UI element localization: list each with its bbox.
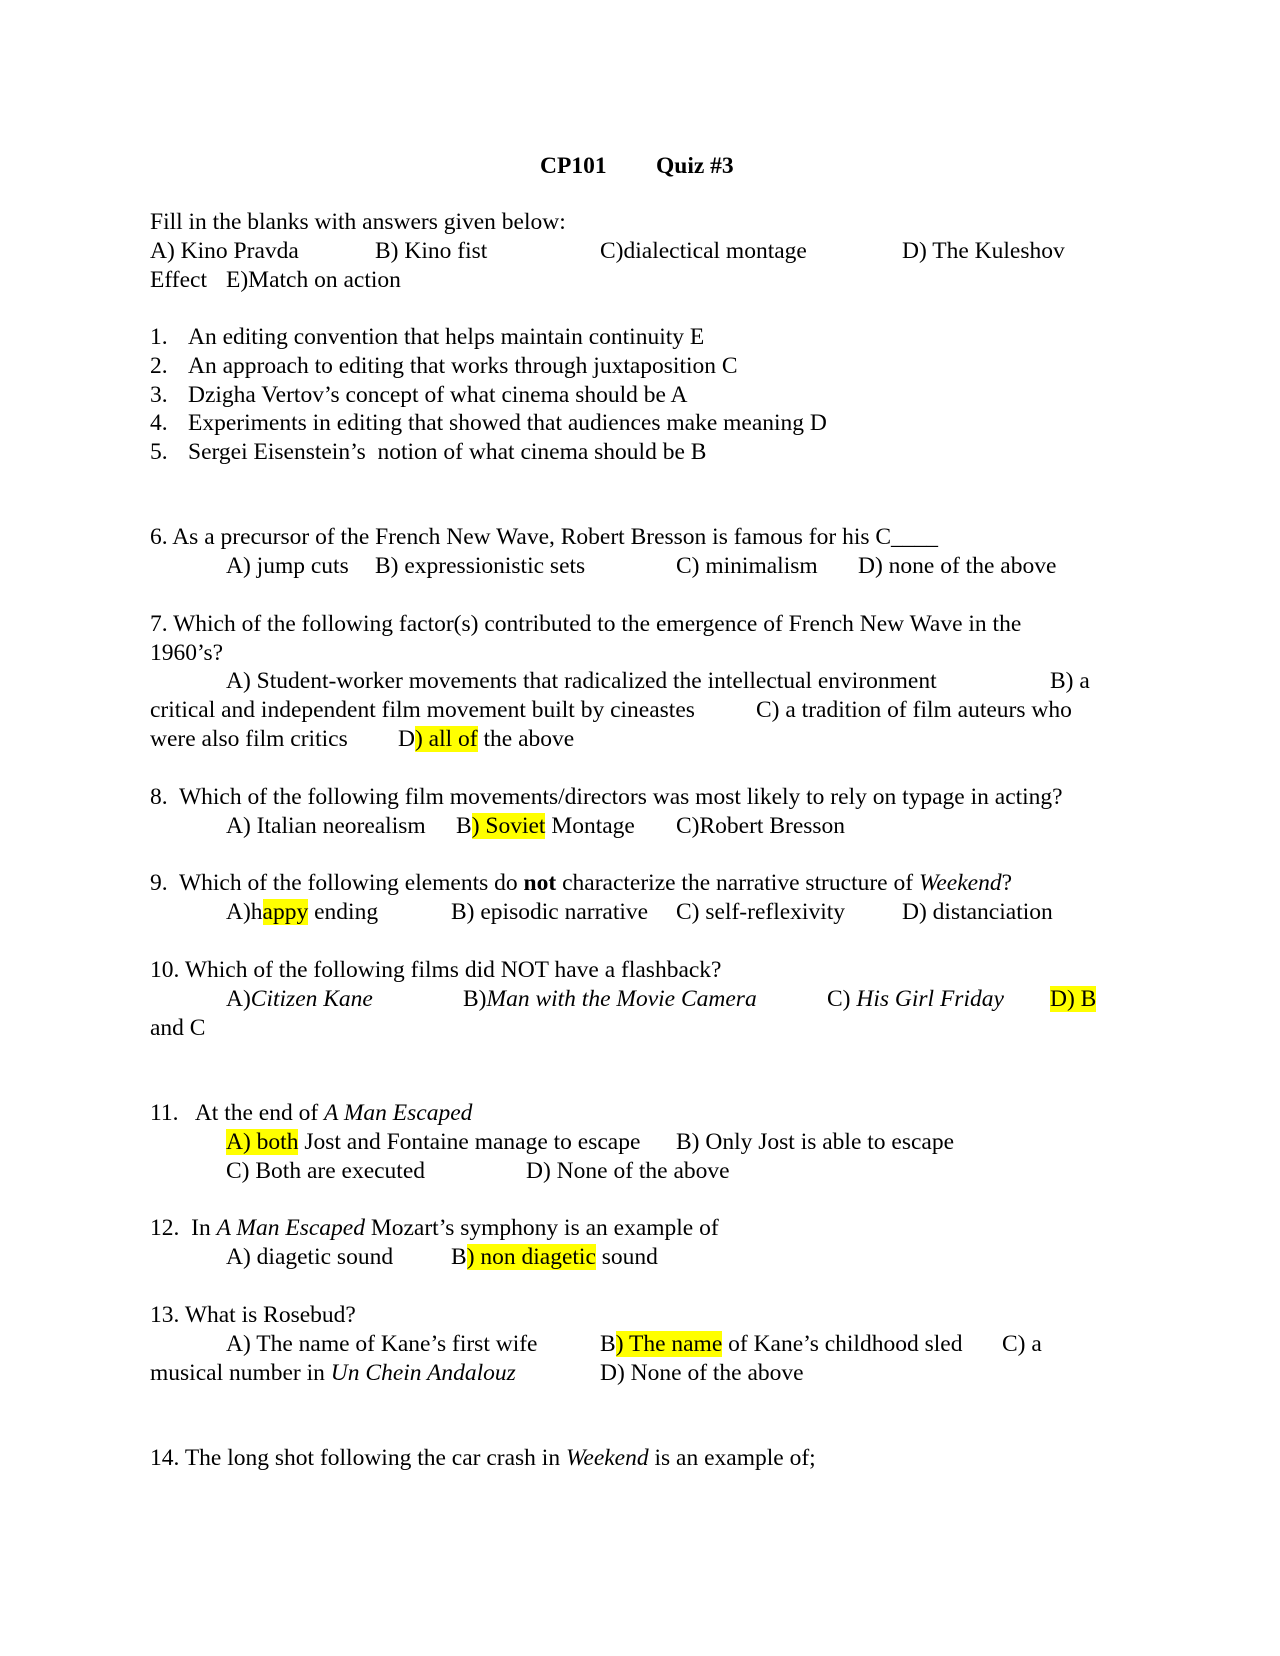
q6-option-b: B) expressionistic sets bbox=[375, 553, 586, 579]
q14-question: 14. The long shot following the car crash in Weekend is an example of; bbox=[150, 1445, 816, 1471]
course-code: CP101 bbox=[540, 153, 607, 179]
q13-question: 13. What is Rosebud? bbox=[150, 1302, 356, 1328]
q12-option-b: B) non diagetic sound bbox=[451, 1244, 658, 1270]
list-item-number: 1. bbox=[150, 324, 168, 350]
choice-e: E)Match on action bbox=[226, 267, 401, 293]
list-item: An editing convention that helps maintain continuity E bbox=[188, 324, 705, 350]
quiz-title: Quiz #3 bbox=[656, 153, 734, 179]
list-item: Sergei Eisenstein’s notion of what cinema should be B bbox=[188, 439, 707, 465]
q13-option-c: C) a bbox=[1002, 1331, 1042, 1357]
answer-highlight: ) non diagetic bbox=[466, 1244, 596, 1270]
answer-highlight: appy bbox=[262, 899, 309, 925]
q10-option-d-cont: and C bbox=[150, 1015, 206, 1041]
choice-b: B) Kino fist bbox=[375, 238, 488, 264]
q8-question: 8. Which of the following film movements/directors was most likely to rely on typage in acting? bbox=[150, 784, 1063, 810]
list-item-number: 4. bbox=[150, 410, 168, 436]
q10-question: 10. Which of the following films did NOT have a flashback? bbox=[150, 957, 722, 983]
q10-option-c: C) His Girl Friday bbox=[827, 986, 1004, 1012]
q9-option-a: A)happy ending bbox=[226, 899, 379, 925]
q10-option-a: A)Citizen Kane bbox=[226, 986, 373, 1012]
q7-option-b: B) a bbox=[1050, 668, 1090, 694]
choice-a: A) Kino Pravda bbox=[150, 238, 299, 264]
answer-highlight: D) B bbox=[1050, 986, 1097, 1012]
q7-question: 7. Which of the following factor(s) contributed to the emergence of French New Wave in the bbox=[150, 611, 1022, 637]
q11-option-a: A) both Jost and Fontaine manage to escape bbox=[226, 1129, 641, 1155]
list-item: Dzigha Vertov’s concept of what cinema should be A bbox=[188, 382, 688, 408]
list-item: An approach to editing that works through juxtaposition C bbox=[188, 353, 738, 379]
q12-option-a: A) diagetic sound bbox=[226, 1244, 394, 1270]
instructions: Fill in the blanks with answers given below: bbox=[150, 209, 566, 235]
q13-option-c-cont: musical number in Un Chein Andalouz bbox=[150, 1360, 516, 1386]
q13-option-b: B) The name of Kane’s childhood sled bbox=[600, 1331, 963, 1357]
q6-option-a: A) jump cuts bbox=[226, 553, 349, 579]
choice-c: C)dialectical montage bbox=[600, 238, 807, 264]
choice-d-cont: Effect bbox=[150, 267, 207, 293]
q7-option-c: C) a tradition of film auteurs who bbox=[756, 697, 1072, 723]
q11-option-c: C) Both are executed bbox=[226, 1158, 426, 1184]
q9-option-b: B) episodic narrative bbox=[451, 899, 649, 925]
q6-option-c: C) minimalism bbox=[676, 553, 818, 579]
q7-option-c-cont: were also film critics bbox=[150, 726, 348, 752]
q12-question: 12. In A Man Escaped Mozart’s symphony is an example of bbox=[150, 1215, 719, 1241]
list-item-number: 2. bbox=[150, 353, 168, 379]
q7-option-d: D) all of the above bbox=[398, 726, 575, 752]
q11-option-b: B) Only Jost is able to escape bbox=[676, 1129, 955, 1155]
q7-option-a: A) Student-worker movements that radicalized the intellectual environment bbox=[226, 668, 937, 694]
q8-option-b: B) Soviet Montage bbox=[456, 813, 635, 839]
q13-option-a: A) The name of Kane’s first wife bbox=[226, 1331, 538, 1357]
q8-option-a: A) Italian neorealism bbox=[226, 813, 426, 839]
answer-highlight: ) The name bbox=[615, 1331, 723, 1357]
answer-highlight: ) all of bbox=[414, 726, 478, 752]
q10-option-b: B)Man with the Movie Camera bbox=[463, 986, 757, 1012]
choice-d: D) The Kuleshov bbox=[902, 238, 1065, 264]
list-item-number: 5. bbox=[150, 439, 168, 465]
answer-highlight: A) both bbox=[226, 1129, 299, 1155]
q9-option-d: D) distanciation bbox=[902, 899, 1053, 925]
q7-option-b-cont: critical and independent film movement built by cineastes bbox=[150, 697, 695, 723]
q11-option-d: D) None of the above bbox=[526, 1158, 730, 1184]
list-item-number: 3. bbox=[150, 382, 168, 408]
q9-option-c: C) self-reflexivity bbox=[676, 899, 846, 925]
answer-highlight: ) Soviet bbox=[471, 813, 546, 839]
q13-option-d: D) None of the above bbox=[600, 1360, 804, 1386]
q6-option-d: D) none of the above bbox=[858, 553, 1057, 579]
q8-option-c: C)Robert Bresson bbox=[676, 813, 846, 839]
q6-question: 6. As a precursor of the French New Wave, Robert Bresson is famous for his C____ bbox=[150, 524, 939, 550]
q11-question: 11. At the end of A Man Escaped bbox=[150, 1100, 473, 1126]
q7-question-cont: 1960’s? bbox=[150, 640, 224, 666]
q10-option-d bbox=[1050, 986, 1096, 1013]
q9-question: 9. Which of the following elements do not characterize the narrative structure of Weekend? bbox=[150, 870, 1013, 896]
list-item: Experiments in editing that showed that audiences make meaning D bbox=[188, 410, 827, 436]
